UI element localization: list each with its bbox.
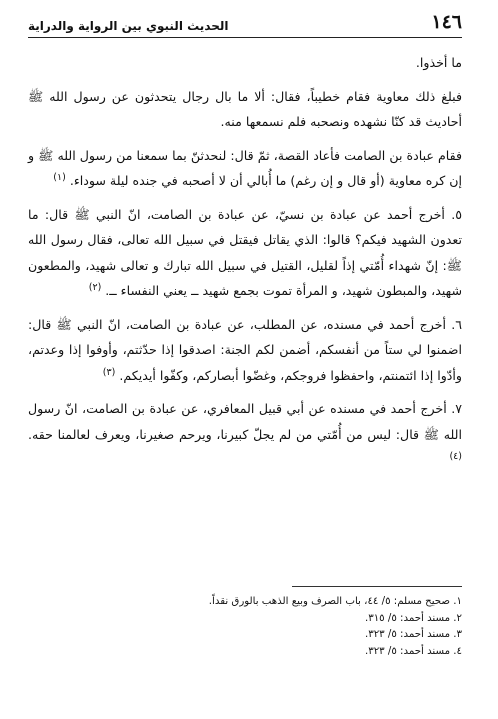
paragraph-1 [28,50,462,76]
main-text [28,50,462,481]
footnotes [28,594,462,660]
paragraph-5 [28,312,462,389]
paragraph-6 [28,396,462,473]
footnote-3: ٣. مسند أحمد: ٥/ ٣٢٣. [364,629,462,640]
footnote-2: ٢. مسند أحمد: ٥/ ٣١٥. [364,612,462,624]
paragraph-2-text: فبلغ ذلك معاوية فقام خطيباً، فقال: ألا ما بال رجال يتحدثون عن رسول الله ﷺ أحاديث قد كنّا نشهده ونصحبه فلم نسمعها منه. [28,88,462,129]
paragraph-2 [28,84,462,135]
footnote-divider [292,586,462,587]
paragraph-6-text: ٧. أخرج أحمد في مسنده عن أبي قبيل المعافري، عن عبادة بن الصامت، انّ رسول الله ﷺ قال: ليس من أُمّتي من لم يجلّ كبيرنا، ويرحم صغيرنا، ويعرف لعالمنا حقه. [28,401,462,442]
running-title: الحديث النبوي بين الرواية والدراية [28,19,229,33]
footnote-1: ١. صحيح مسلم: ٥/ ٤٤، باب الصرف وبيع الذهب بالورق نقداً. [208,596,462,607]
footnote-ref-3[interactable]: (٣) [102,366,116,378]
footnote-ref-2[interactable]: (٢) [88,281,102,293]
footnote-ref-4[interactable]: (٤) [449,450,462,462]
page-number: ١٤٦ [431,11,462,33]
paragraph-4-text: ٥. أخرج أحمد عن عبادة بن نسيّ، عن عبادة بن الصامت، انّ النبي ﷺ قال: ما تعدون الشهيد فيكم؟ قالوا: الذي يقاتل فيقتل في سبيل الله تعالى، فقال رسول الله ﷺ: إنّ شهداء أُمّتي إذاً لقليل، القتيل في سبيل الله تبارك و تعالى شهيد، والمطعون شهيد، والمبطون شهيد، و المرأة تموت بجمع شهيد ــ يعني النفساء ــ. [28,206,462,298]
footnote-4: ٤. مسند أحمد: ٥/ ٣٢٣. [364,645,462,657]
paragraph-5-text: ٦. أخرج أحمد في مسنده، عن المطلب، عن عبادة بن الصامت، انّ النبي ﷺ قال: اضمنوا لي ستاً من أنفسكم، أضمن لكم الجنة: اصدقوا إذا حدّثتم، وأوفوا إذا وعدتم، وأدّوا إذا ائتمنتم، واحفظوا فروجكم، وغضّوا أبصاركم، وكفّوا أيديكم. [28,316,462,383]
paragraph-3-text: فقام عبادة بن الصامت فأعاد القصة، ثمّ قال: لنحدثنّ بما سمعنا من رسول الله ﷺ و إن كره معاوية (أو قال و إن رغم) ما أُبالي أن لا أصحبه في جنده ليلة سوداء. [28,147,462,188]
footnote-ref-1[interactable]: (١) [53,171,66,183]
page-header [28,10,462,38]
paragraph-3 [28,143,462,194]
paragraph-4 [28,202,462,304]
paragraph-1-text: ما أخذوا. [415,55,462,70]
